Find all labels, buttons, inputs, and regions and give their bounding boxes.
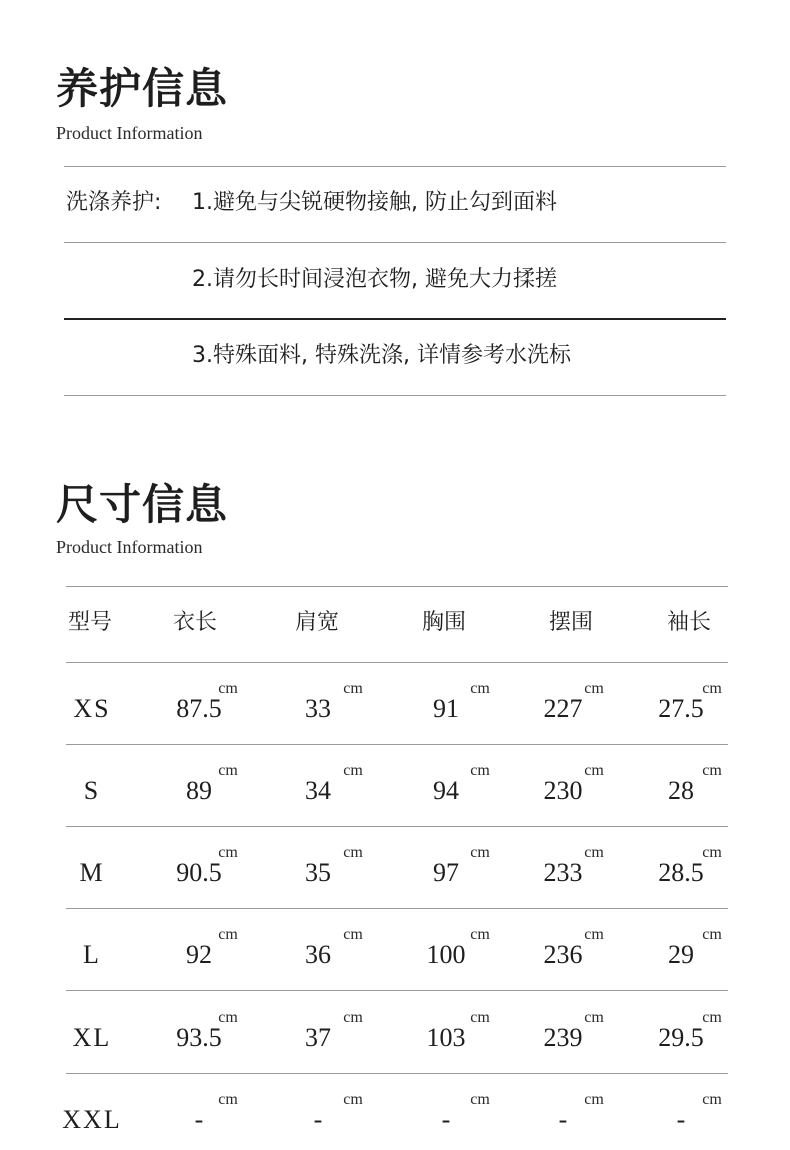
- care-divider: [64, 318, 726, 320]
- unit-label: cm: [702, 1091, 722, 1108]
- measurement-value: -: [194, 1105, 204, 1134]
- measurement-value: 236: [543, 940, 583, 969]
- care-section-title: 养护信息: [56, 64, 229, 113]
- care-section-subtitle: Product Information: [56, 123, 203, 143]
- measurement-value: 27.5: [658, 694, 704, 723]
- unit-label: cm: [584, 844, 604, 861]
- care-line-text: 1.避免与尖锐硬物接触, 防止勾到面料: [192, 190, 557, 215]
- measurement-value: -: [676, 1105, 686, 1134]
- unit-label: cm: [470, 926, 490, 943]
- measurement-value: 28.5: [658, 858, 704, 887]
- unit-label: cm: [470, 844, 490, 861]
- care-line-1: [64, 183, 726, 223]
- measurement-value: 89: [186, 776, 212, 805]
- measurement-value: 37: [305, 1023, 331, 1052]
- measurement-value: 92: [186, 940, 212, 969]
- unit-label: cm: [470, 680, 490, 697]
- unit-label: cm: [584, 1091, 604, 1108]
- unit-label: cm: [470, 1091, 490, 1108]
- row-divider: [66, 990, 728, 991]
- unit-label: cm: [343, 926, 363, 943]
- header-sleeve: 袖长: [666, 610, 711, 635]
- row-divider: [66, 744, 728, 745]
- unit-label: cm: [218, 1091, 238, 1108]
- care-divider-bottom: [64, 395, 726, 396]
- measurement-value: 233: [543, 858, 583, 887]
- unit-label: cm: [702, 1009, 722, 1026]
- measurement-value: 103: [426, 1023, 466, 1052]
- header-hem: 摆围: [548, 610, 593, 635]
- unit-label: cm: [702, 926, 722, 943]
- measurement-value: 34: [305, 776, 331, 805]
- measurement-value: 33: [305, 694, 331, 723]
- care-divider-top: [64, 166, 726, 167]
- size-table-top-rule: [66, 586, 728, 587]
- measurement-value: 91: [433, 694, 459, 723]
- unit-label: cm: [470, 1009, 490, 1026]
- measurement-value: 94: [433, 776, 459, 805]
- header-chest: 胸围: [421, 610, 466, 635]
- size-label: L: [83, 940, 101, 969]
- measurement-value: 100: [426, 940, 466, 969]
- unit-label: cm: [584, 680, 604, 697]
- size-label: S: [83, 776, 101, 805]
- unit-label: cm: [584, 1009, 604, 1026]
- care-divider: [64, 242, 726, 243]
- row-divider: [66, 908, 728, 909]
- unit-label: cm: [218, 844, 238, 861]
- unit-label: cm: [584, 762, 604, 779]
- measurement-value: 29.5: [658, 1023, 704, 1052]
- care-line-text: 2.请勿长时间浸泡衣物, 避免大力揉搓: [192, 267, 557, 292]
- unit-label: cm: [343, 1091, 363, 1108]
- care-line-2: [64, 260, 726, 300]
- size-label: XS: [73, 694, 111, 723]
- unit-label: cm: [702, 680, 722, 697]
- size-table-header-rule: [66, 662, 728, 663]
- measurement-value: 29: [668, 940, 694, 969]
- unit-label: cm: [702, 844, 722, 861]
- measurement-value: 239: [543, 1023, 583, 1052]
- care-line-3: [64, 336, 726, 376]
- unit-label: cm: [343, 762, 363, 779]
- measurement-value: 97: [433, 858, 459, 887]
- unit-label: cm: [218, 1009, 238, 1026]
- measurement-value: 36: [305, 940, 331, 969]
- size-section-subtitle: Product Information: [56, 537, 203, 557]
- unit-label: cm: [218, 926, 238, 943]
- unit-label: cm: [702, 762, 722, 779]
- unit-label: cm: [218, 762, 238, 779]
- unit-label: cm: [584, 926, 604, 943]
- measurement-value: -: [441, 1105, 451, 1134]
- size-section-title: 尺寸信息: [56, 480, 229, 529]
- header-model: 型号: [68, 610, 113, 635]
- row-divider: [66, 826, 728, 827]
- measurement-value: 87.5: [176, 694, 222, 723]
- care-label: 洗涤养护:: [66, 190, 162, 215]
- size-label: M: [79, 858, 105, 887]
- measurement-value: -: [313, 1105, 323, 1134]
- header-length: 衣长: [172, 610, 217, 635]
- measurement-value: 35: [305, 858, 331, 887]
- unit-label: cm: [343, 844, 363, 861]
- unit-label: cm: [218, 680, 238, 697]
- measurement-value: 230: [543, 776, 583, 805]
- row-divider: [66, 1073, 728, 1074]
- size-label: XL: [72, 1023, 112, 1052]
- unit-label: cm: [343, 1009, 363, 1026]
- measurement-value: 227: [543, 694, 583, 723]
- unit-label: cm: [470, 762, 490, 779]
- measurement-value: 90.5: [176, 858, 222, 887]
- measurement-value: -: [558, 1105, 568, 1134]
- measurement-value: 93.5: [176, 1023, 222, 1052]
- size-label: XXL: [62, 1105, 122, 1134]
- care-line-text: 3.特殊面料, 特殊洗涤, 详情参考水洗标: [192, 343, 571, 368]
- unit-label: cm: [343, 680, 363, 697]
- header-shoulder: 肩宽: [294, 610, 339, 635]
- measurement-value: 28: [668, 776, 694, 805]
